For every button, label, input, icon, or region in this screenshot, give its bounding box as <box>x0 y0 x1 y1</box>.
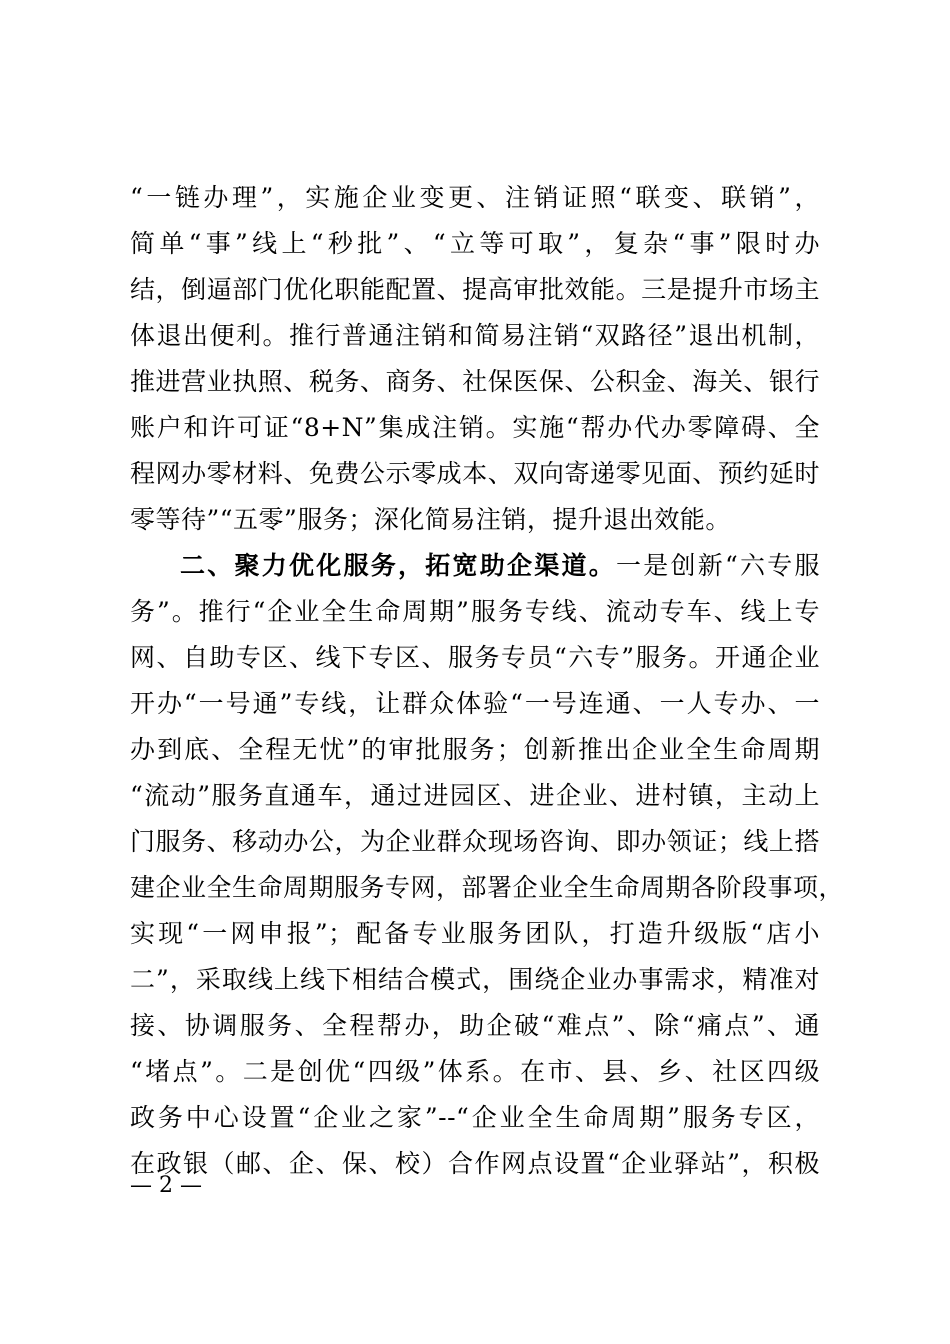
body-line: 建企业全生命周期服务专网，部署企业全生命周期各阶段事项， <box>130 873 845 902</box>
body-line: 务”。推行“企业全生命周期”服务专线、流动专车、线上专 <box>130 597 820 626</box>
body-line: 在政银（邮、企、保、校）合作网点设置“企业驿站”，积极 <box>130 1149 820 1178</box>
body-line: 办到底、全程无忧”的审批服务；创新推出企业全生命周期 <box>130 735 820 764</box>
body-text: 一是创新“六专服 <box>615 551 820 580</box>
body-line: 零等待”“五零”服务；深化简易注销，提升退出效能。 <box>130 505 731 534</box>
body-line: 网、自助专区、线下专区、服务专员“六专”服务。开通企业 <box>130 643 820 672</box>
body-line: “一链办理”，实施企业变更、注销证照“联变、联销”， <box>130 183 820 212</box>
body-line: 简单“事”线上“秒批”、“立等可取”，复杂“事”限时办 <box>130 229 820 258</box>
body-line: “堵点”。二是创优“四级”体系。在市、县、乡、社区四级 <box>130 1057 820 1086</box>
body-line: 接、协调服务、全程帮办，助企破“难点”、除“痛点”、通 <box>130 1011 820 1040</box>
body-line: 开办“一号通”专线，让群众体验“一号连通、一人专办、一 <box>130 689 820 718</box>
body-line: 程网办零材料、免费公示零成本、双向寄递零见面、预约延时 <box>130 459 820 488</box>
body-line: 实现“一网申报”；配备专业服务团队，打造升级版“店小 <box>130 919 820 948</box>
body-line: 结，倒逼部门优化职能配置、提高审批效能。三是提升市场主 <box>130 275 820 304</box>
section-heading-line <box>180 543 820 589</box>
page-number: — 2 — <box>130 1173 202 1198</box>
body-line: 推进营业执照、税务、商务、社保医保、公积金、海关、银行 <box>130 367 820 396</box>
body-line: 二”，采取线上线下相结合模式，围绕企业办事需求，精准对 <box>130 965 820 994</box>
body-line: 政务中心设置“企业之家”--“企业全生命周期”服务专区， <box>130 1103 820 1132</box>
body-line: 账户和许可证“8+N”集成注销。实施“帮办代办零障碍、全 <box>130 413 820 442</box>
body-line: “流动”服务直通车，通过进园区、进企业、进村镇，主动上 <box>130 781 820 810</box>
body-line: 门服务、移动办公，为企业群众现场咨询、即办领证；线上搭 <box>130 827 820 856</box>
section-heading: 二、聚力优化服务，拓宽助企渠道。 <box>180 551 616 580</box>
body-line: 体退出便利。推行普通注销和简易注销“双路径”退出机制， <box>130 321 820 350</box>
